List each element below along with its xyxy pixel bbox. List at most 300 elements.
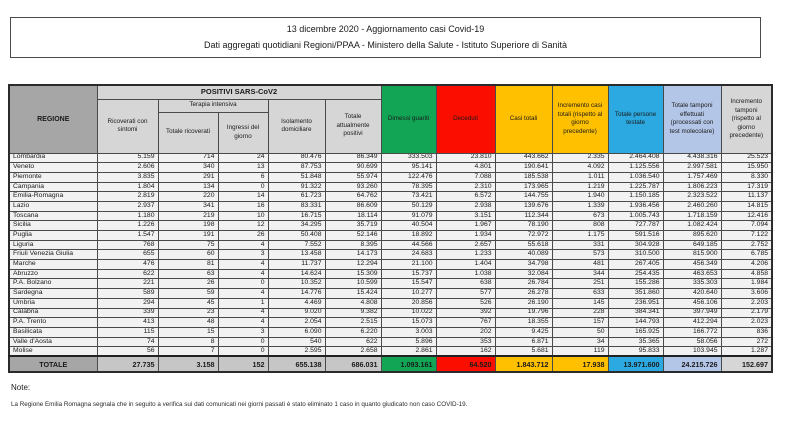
table-row xyxy=(9,269,772,279)
col-header-persone-testate: Totale persone testate xyxy=(608,85,663,153)
value-cell: 23 xyxy=(158,308,218,318)
col-header-regione: REGIONE xyxy=(9,85,97,153)
value-cell: 15 xyxy=(158,327,218,337)
value-cell: 26.278 xyxy=(495,289,552,299)
value-cell: 61.723 xyxy=(268,192,325,202)
value-cell: 8.330 xyxy=(721,172,772,182)
value-cell: 6 xyxy=(218,172,268,182)
value-cell: 162 xyxy=(436,347,495,357)
value-cell: 32.084 xyxy=(495,269,552,279)
value-cell: 3.606 xyxy=(721,289,772,299)
table-row xyxy=(9,250,772,260)
value-cell: 4.206 xyxy=(721,260,772,270)
value-cell: 15.309 xyxy=(325,269,381,279)
value-cell: 60 xyxy=(158,250,218,260)
value-cell: 185.538 xyxy=(495,172,552,182)
value-cell: 1.404 xyxy=(436,260,495,270)
total-row xyxy=(9,356,772,372)
value-cell: 122.476 xyxy=(381,172,436,182)
total-label: TOTALE xyxy=(9,356,97,372)
value-cell: 0 xyxy=(218,337,268,347)
value-cell: 221 xyxy=(97,279,158,289)
value-cell: 2.752 xyxy=(721,240,772,250)
value-cell: 44.566 xyxy=(381,240,436,250)
value-cell: 2.657 xyxy=(436,240,495,250)
value-cell: 34 xyxy=(552,337,608,347)
value-cell: 59 xyxy=(158,289,218,299)
value-cell: 5.896 xyxy=(381,337,436,347)
value-cell: 103.945 xyxy=(663,347,721,357)
title-line1: 13 dicembre 2020 - Aggiornamento casi Covid-19 xyxy=(286,24,485,34)
value-cell: 63 xyxy=(158,269,218,279)
value-cell: 15.950 xyxy=(721,163,772,173)
value-cell: 8 xyxy=(158,337,218,347)
region-name: Piemonte xyxy=(9,172,97,182)
value-cell: 2.464.408 xyxy=(608,153,663,163)
table-row xyxy=(9,240,772,250)
value-cell: 236.951 xyxy=(608,298,663,308)
value-cell: 1.036.540 xyxy=(608,172,663,182)
value-cell: 23.810 xyxy=(436,153,495,163)
region-name: Basilicata xyxy=(9,327,97,337)
value-cell: 2.023 xyxy=(721,318,772,328)
value-cell: 1.984 xyxy=(721,279,772,289)
value-cell: 50.129 xyxy=(381,201,436,211)
total-value-cell: 64.520 xyxy=(436,356,495,372)
value-cell: 815.900 xyxy=(663,250,721,260)
value-cell: 15.073 xyxy=(381,318,436,328)
value-cell: 4 xyxy=(218,269,268,279)
value-cell: 4 xyxy=(218,289,268,299)
value-cell: 6.785 xyxy=(721,250,772,260)
table-row xyxy=(9,337,772,347)
table-row xyxy=(9,327,772,337)
value-cell: 344 xyxy=(552,269,608,279)
table-body xyxy=(9,153,772,356)
col-header-isolamento-domiciliare: Isolamento domiciliare xyxy=(268,99,325,153)
table-row xyxy=(9,163,772,173)
value-cell: 895.620 xyxy=(663,231,721,241)
col-header-incremento-casi: Incremento casi totali (rispetto al giorno precedente) xyxy=(552,85,608,153)
value-cell: 55.618 xyxy=(495,240,552,250)
table-row xyxy=(9,153,772,163)
title-line2: Dati aggregati quotidiani Regioni/PPAA - Ministero della Salute - Istituto Superiore di Sanità xyxy=(203,40,568,50)
value-cell: 90.699 xyxy=(325,163,381,173)
value-cell: 463.653 xyxy=(663,269,721,279)
value-cell: 767 xyxy=(436,318,495,328)
value-cell: 14.815 xyxy=(721,201,772,211)
col-header-ricoverati-con-sintomi: Ricoverati con sintomi xyxy=(97,99,158,153)
value-cell: 139.676 xyxy=(495,201,552,211)
value-cell: 0 xyxy=(218,347,268,357)
value-cell: 14.173 xyxy=(325,250,381,260)
value-cell: 1.757.469 xyxy=(663,172,721,182)
value-cell: 2.054 xyxy=(268,318,325,328)
value-cell: 15.737 xyxy=(381,269,436,279)
value-cell: 95.141 xyxy=(381,163,436,173)
value-cell: 45 xyxy=(158,298,218,308)
note-label: Note: xyxy=(11,383,31,392)
value-cell: 52.146 xyxy=(325,231,381,241)
value-cell: 591.516 xyxy=(608,231,663,241)
value-cell: 3.151 xyxy=(436,211,495,221)
region-name: Liguria xyxy=(9,240,97,250)
value-cell: 73.421 xyxy=(381,192,436,202)
region-name: Puglia xyxy=(9,231,97,241)
value-cell: 836 xyxy=(721,327,772,337)
value-cell: 384.341 xyxy=(608,308,663,318)
value-cell: 1.718.159 xyxy=(663,211,721,221)
region-name: Marche xyxy=(9,260,97,270)
value-cell: 48 xyxy=(158,318,218,328)
col-header-dimessi-guariti: Dimessi guariti xyxy=(381,85,436,153)
value-cell: 16 xyxy=(218,201,268,211)
value-cell: 11.737 xyxy=(268,260,325,270)
value-cell: 26 xyxy=(218,231,268,241)
value-cell: 341 xyxy=(158,201,218,211)
col-header-ingressi-del-giorno: Ingressi del giorno xyxy=(218,112,268,153)
region-name: Campania xyxy=(9,182,97,192)
value-cell: 12.294 xyxy=(325,260,381,270)
value-cell: 10.022 xyxy=(381,308,436,318)
value-cell: 577 xyxy=(436,289,495,299)
value-cell: 254.435 xyxy=(608,269,663,279)
value-cell: 145 xyxy=(552,298,608,308)
value-cell: 456.349 xyxy=(663,260,721,270)
value-cell: 1.175 xyxy=(552,231,608,241)
value-cell: 331 xyxy=(552,240,608,250)
value-cell: 1.150.185 xyxy=(608,192,663,202)
table-row xyxy=(9,182,772,192)
total-value-cell: 655.138 xyxy=(268,356,325,372)
value-cell: 13 xyxy=(218,163,268,173)
value-cell: 2.997.581 xyxy=(663,163,721,173)
region-name: Umbria xyxy=(9,298,97,308)
value-cell: 727.787 xyxy=(608,221,663,231)
value-cell: 6.090 xyxy=(268,327,325,337)
value-cell: 14.624 xyxy=(268,269,325,279)
value-cell: 2.323.522 xyxy=(663,192,721,202)
value-cell: 228 xyxy=(552,308,608,318)
table-row xyxy=(9,201,772,211)
value-cell: 26.190 xyxy=(495,298,552,308)
value-cell: 50 xyxy=(552,327,608,337)
value-cell: 272 xyxy=(721,337,772,347)
value-cell: 6.220 xyxy=(325,327,381,337)
value-cell: 768 xyxy=(97,240,158,250)
value-cell: 18.114 xyxy=(325,211,381,221)
value-cell: 25.523 xyxy=(721,153,772,163)
table-row xyxy=(9,192,772,202)
value-cell: 397.949 xyxy=(663,308,721,318)
value-cell: 58.056 xyxy=(663,337,721,347)
value-cell: 50.408 xyxy=(268,231,325,241)
value-cell: 1.547 xyxy=(97,231,158,241)
region-name: Toscana xyxy=(9,211,97,221)
value-cell: 622 xyxy=(325,337,381,347)
value-cell: 18.355 xyxy=(495,318,552,328)
region-name: Lazio xyxy=(9,201,97,211)
value-cell: 26 xyxy=(158,279,218,289)
value-cell: 4.808 xyxy=(325,298,381,308)
value-cell: 9.020 xyxy=(268,308,325,318)
value-cell: 72.972 xyxy=(495,231,552,241)
value-cell: 2.861 xyxy=(381,347,436,357)
value-cell: 191 xyxy=(158,231,218,241)
region-name: P.A. Bolzano xyxy=(9,279,97,289)
table-row xyxy=(9,211,772,221)
value-cell: 51.848 xyxy=(268,172,325,182)
value-cell: 4.858 xyxy=(721,269,772,279)
value-cell: 11.137 xyxy=(721,192,772,202)
table-footer xyxy=(9,356,772,372)
value-cell: 443.662 xyxy=(495,153,552,163)
value-cell: 1.219 xyxy=(552,182,608,192)
value-cell: 251 xyxy=(552,279,608,289)
total-value-cell: 152 xyxy=(218,356,268,372)
value-cell: 3.003 xyxy=(381,327,436,337)
value-cell: 16.715 xyxy=(268,211,325,221)
value-cell: 413 xyxy=(97,318,158,328)
value-cell: 24 xyxy=(218,153,268,163)
value-cell: 540 xyxy=(268,337,325,347)
value-cell: 1.940 xyxy=(552,192,608,202)
region-name: Molise xyxy=(9,347,97,357)
value-cell: 83.331 xyxy=(268,201,325,211)
value-cell: 7 xyxy=(158,347,218,357)
value-cell: 2.335 xyxy=(552,153,608,163)
value-cell: 1.082.424 xyxy=(663,221,721,231)
value-cell: 3.835 xyxy=(97,172,158,182)
value-cell: 1.233 xyxy=(436,250,495,260)
header-row-1 xyxy=(9,85,772,99)
value-cell: 655 xyxy=(97,250,158,260)
value-cell: 220 xyxy=(158,192,218,202)
total-value-cell: 24.215.726 xyxy=(663,356,721,372)
value-cell: 310.500 xyxy=(608,250,663,260)
value-cell: 481 xyxy=(552,260,608,270)
col-header-deceduti: Deceduti xyxy=(436,85,495,153)
value-cell: 86.349 xyxy=(325,153,381,163)
value-cell: 1 xyxy=(218,298,268,308)
value-cell: 456.106 xyxy=(663,298,721,308)
value-cell: 19.796 xyxy=(495,308,552,318)
region-name: Calabria xyxy=(9,308,97,318)
value-cell: 1.934 xyxy=(436,231,495,241)
value-cell: 17.319 xyxy=(721,182,772,192)
value-cell: 8.395 xyxy=(325,240,381,250)
value-cell: 0 xyxy=(218,182,268,192)
col-header-incremento-tamponi: Incremento tamponi (rispetto al giorno precedente) xyxy=(721,85,772,153)
note-section xyxy=(11,383,791,408)
value-cell: 673 xyxy=(552,211,608,221)
value-cell: 1.804 xyxy=(97,182,158,192)
value-cell: 526 xyxy=(436,298,495,308)
value-cell: 144.793 xyxy=(608,318,663,328)
value-cell: 112.344 xyxy=(495,211,552,221)
value-cell: 4.469 xyxy=(268,298,325,308)
value-cell: 339 xyxy=(97,308,158,318)
value-cell: 34.798 xyxy=(495,260,552,270)
table-row xyxy=(9,318,772,328)
value-cell: 34.295 xyxy=(268,221,325,231)
value-cell: 190.641 xyxy=(495,163,552,173)
table-row xyxy=(9,298,772,308)
value-cell: 2.515 xyxy=(325,318,381,328)
value-cell: 40.504 xyxy=(381,221,436,231)
value-cell: 165.925 xyxy=(608,327,663,337)
value-cell: 78.395 xyxy=(381,182,436,192)
value-cell: 2.606 xyxy=(97,163,158,173)
value-cell: 7.122 xyxy=(721,231,772,241)
value-cell: 9.425 xyxy=(495,327,552,337)
value-cell: 80.476 xyxy=(268,153,325,163)
value-cell: 589 xyxy=(97,289,158,299)
value-cell: 157 xyxy=(552,318,608,328)
value-cell: 12.416 xyxy=(721,211,772,221)
value-cell: 291 xyxy=(158,172,218,182)
value-cell: 808 xyxy=(552,221,608,231)
value-cell: 35.719 xyxy=(325,221,381,231)
value-cell: 2.460.260 xyxy=(663,201,721,211)
value-cell: 5.681 xyxy=(495,347,552,357)
value-cell: 18.892 xyxy=(381,231,436,241)
value-cell: 649.185 xyxy=(663,240,721,250)
value-cell: 353 xyxy=(436,337,495,347)
value-cell: 351.860 xyxy=(608,289,663,299)
value-cell: 1.225.787 xyxy=(608,182,663,192)
value-cell: 7.088 xyxy=(436,172,495,182)
value-cell: 6.871 xyxy=(495,337,552,347)
value-cell: 10.277 xyxy=(381,289,436,299)
value-cell: 267.405 xyxy=(608,260,663,270)
value-cell: 12 xyxy=(218,221,268,231)
region-name: Lombardia xyxy=(9,153,97,163)
value-cell: 7.094 xyxy=(721,221,772,231)
value-cell: 86.609 xyxy=(325,201,381,211)
value-cell: 4 xyxy=(218,318,268,328)
value-cell: 87.753 xyxy=(268,163,325,173)
value-cell: 4.801 xyxy=(436,163,495,173)
value-cell: 2.203 xyxy=(721,298,772,308)
region-name: Veneto xyxy=(9,163,97,173)
value-cell: 714 xyxy=(158,153,218,163)
table-row xyxy=(9,221,772,231)
region-name: Sicilia xyxy=(9,221,97,231)
value-cell: 1.005.743 xyxy=(608,211,663,221)
value-cell: 340 xyxy=(158,163,218,173)
col-header-totale-ricoverati: Totale ricoverati xyxy=(158,112,218,153)
value-cell: 35.365 xyxy=(608,337,663,347)
value-cell: 198 xyxy=(158,221,218,231)
total-value-cell: 1.843.712 xyxy=(495,356,552,372)
value-cell: 1.287 xyxy=(721,347,772,357)
value-cell: 420.640 xyxy=(663,289,721,299)
value-cell: 1.226 xyxy=(97,221,158,231)
value-cell: 0 xyxy=(218,279,268,289)
value-cell: 4.092 xyxy=(552,163,608,173)
value-cell: 74 xyxy=(97,337,158,347)
value-cell: 55.974 xyxy=(325,172,381,182)
value-cell: 202 xyxy=(436,327,495,337)
col-group-terapia-intensiva: Terapia intensiva xyxy=(158,99,268,112)
value-cell: 1.967 xyxy=(436,221,495,231)
value-cell: 173.965 xyxy=(495,182,552,192)
value-cell: 3 xyxy=(218,250,268,260)
region-name: Abruzzo xyxy=(9,269,97,279)
value-cell: 6.572 xyxy=(436,192,495,202)
value-cell: 26.784 xyxy=(495,279,552,289)
value-cell: 91.322 xyxy=(268,182,325,192)
value-cell: 476 xyxy=(97,260,158,270)
value-cell: 93.260 xyxy=(325,182,381,192)
value-cell: 15.547 xyxy=(381,279,436,289)
value-cell: 1.011 xyxy=(552,172,608,182)
total-value-cell: 152.697 xyxy=(721,356,772,372)
total-value-cell: 686.031 xyxy=(325,356,381,372)
table-row xyxy=(9,231,772,241)
value-cell: 75 xyxy=(158,240,218,250)
value-cell: 14.776 xyxy=(268,289,325,299)
table-row xyxy=(9,347,772,357)
total-value-cell: 27.735 xyxy=(97,356,158,372)
value-cell: 2.179 xyxy=(721,308,772,318)
value-cell: 10.352 xyxy=(268,279,325,289)
table-row xyxy=(9,289,772,299)
table-row xyxy=(9,308,772,318)
note-text: La Regione Emilia Romagna segnala che in seguito a verifica sui dati comunicati nei giorni passati è stato eliminato 1 caso in quanto giudicato non caso COVID-19. xyxy=(11,401,468,408)
col-group-positivi-sars-cov2: POSITIVI SARS-CoV2 xyxy=(97,85,381,99)
value-cell: 81 xyxy=(158,260,218,270)
value-cell: 304.928 xyxy=(608,240,663,250)
value-cell: 3 xyxy=(218,327,268,337)
total-value-cell: 13.971.600 xyxy=(608,356,663,372)
value-cell: 573 xyxy=(552,250,608,260)
value-cell: 1.038 xyxy=(436,269,495,279)
value-cell: 4 xyxy=(218,308,268,318)
title-box xyxy=(10,17,761,58)
value-cell: 622 xyxy=(97,269,158,279)
value-cell: 1.806.223 xyxy=(663,182,721,192)
col-header-tamponi-effettuati: Totale tamponi effettuati (processati con test molecolare) xyxy=(663,85,721,153)
value-cell: 4.438.316 xyxy=(663,153,721,163)
value-cell: 1.936.456 xyxy=(608,201,663,211)
value-cell: 2.819 xyxy=(97,192,158,202)
value-cell: 5.159 xyxy=(97,153,158,163)
region-name: P.A. Trento xyxy=(9,318,97,328)
value-cell: 134 xyxy=(158,182,218,192)
value-cell: 412.294 xyxy=(663,318,721,328)
total-value-cell: 17.938 xyxy=(552,356,608,372)
region-name: Emilia-Romagna xyxy=(9,192,97,202)
value-cell: 633 xyxy=(552,289,608,299)
value-cell: 1.125.556 xyxy=(608,163,663,173)
value-cell: 20.856 xyxy=(381,298,436,308)
covid-data-table xyxy=(8,84,773,373)
region-name: Friuli Venezia Giulia xyxy=(9,250,97,260)
region-name: Valle d'Aosta xyxy=(9,337,97,347)
total-value-cell: 1.093.161 xyxy=(381,356,436,372)
value-cell: 4 xyxy=(218,240,268,250)
value-cell: 91.079 xyxy=(381,211,436,221)
region-name: Sardegna xyxy=(9,289,97,299)
value-cell: 1.180 xyxy=(97,211,158,221)
value-cell: 10.599 xyxy=(325,279,381,289)
value-cell: 2.658 xyxy=(325,347,381,357)
value-cell: 155.286 xyxy=(608,279,663,289)
value-cell: 219 xyxy=(158,211,218,221)
value-cell: 13.458 xyxy=(268,250,325,260)
